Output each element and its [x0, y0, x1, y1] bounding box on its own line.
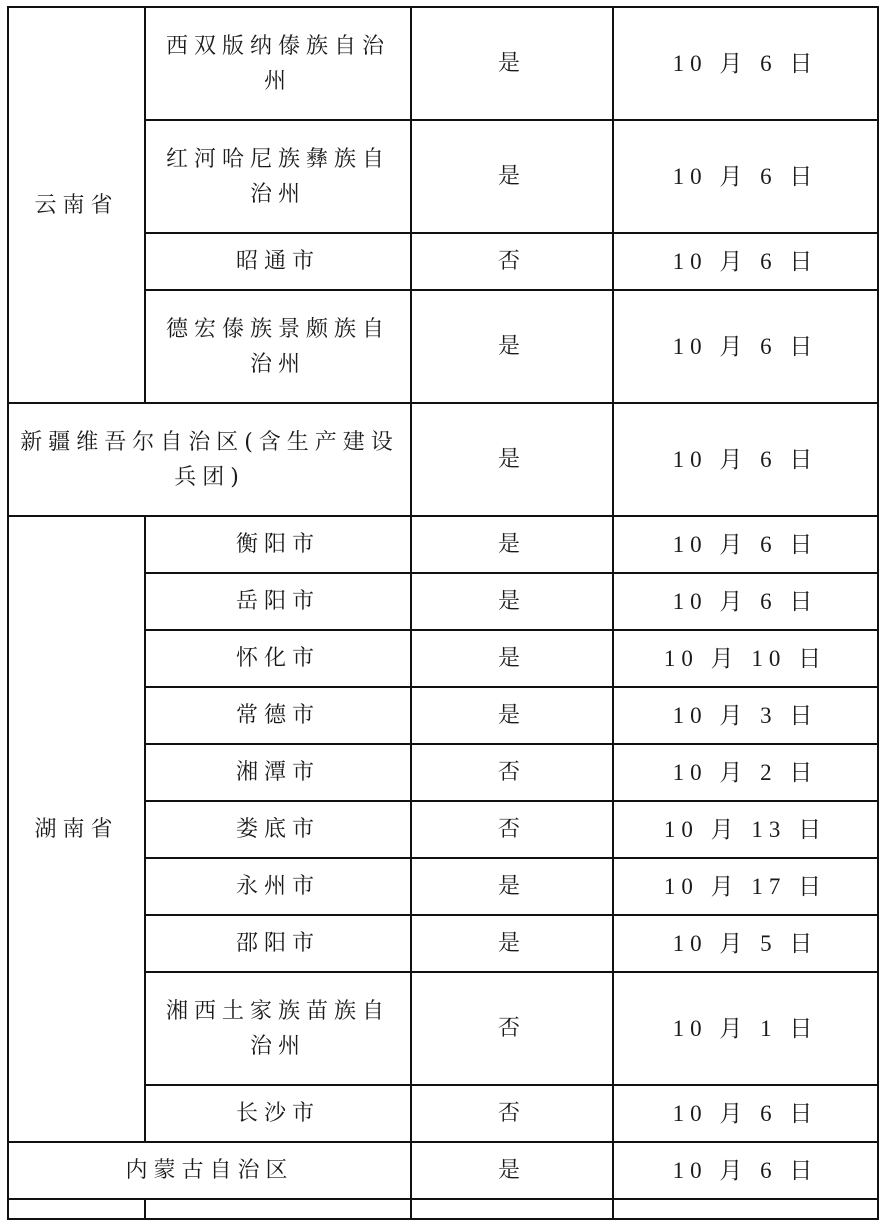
region-cell: 常德市 — [145, 687, 411, 744]
flag-cell: 是 — [411, 290, 613, 403]
flag-cell: 是 — [411, 858, 613, 915]
table-row — [8, 1199, 878, 1219]
flag-cell: 是 — [411, 403, 613, 516]
flag-cell: 否 — [411, 233, 613, 290]
flag-cell: 是 — [411, 687, 613, 744]
province-cell: 新疆维吾尔自治区(含生产建设兵团) — [8, 403, 411, 516]
table-row — [8, 403, 878, 516]
schedule-table — [7, 6, 879, 1220]
date-cell: 10 月 10 日 — [613, 630, 878, 687]
region-cell: 怀化市 — [145, 630, 411, 687]
date-cell: 10 月 6 日 — [613, 1142, 878, 1199]
region-cell: 衡阳市 — [145, 516, 411, 573]
date-cell: 10 月 3 日 — [613, 687, 878, 744]
table-row — [8, 516, 878, 573]
date-cell: 10 月 6 日 — [613, 7, 878, 120]
date-cell: 10 月 17 日 — [613, 858, 878, 915]
flag-cell: 是 — [411, 630, 613, 687]
region-cell: 昭通市 — [145, 233, 411, 290]
date-cell: 10 月 13 日 — [613, 801, 878, 858]
flag-cell: 是 — [411, 516, 613, 573]
date-cell: 10 月 6 日 — [613, 403, 878, 516]
province-cell: 湖南省 — [8, 516, 145, 1142]
flag-cell: 是 — [411, 120, 613, 233]
region-cell: 红河哈尼族彝族自治州 — [145, 120, 411, 233]
region-cell: 湘西土家族苗族自治州 — [145, 972, 411, 1085]
region-cell: 岳阳市 — [145, 573, 411, 630]
region-cell — [145, 1199, 411, 1219]
region-cell: 德宏傣族景颇族自治州 — [145, 290, 411, 403]
flag-cell: 是 — [411, 573, 613, 630]
date-cell: 10 月 6 日 — [613, 516, 878, 573]
province-cell — [8, 1199, 145, 1219]
table-row — [8, 7, 878, 120]
date-cell: 10 月 1 日 — [613, 972, 878, 1085]
date-cell: 10 月 6 日 — [613, 1085, 878, 1142]
region-cell: 长沙市 — [145, 1085, 411, 1142]
province-cell: 内蒙古自治区 — [8, 1142, 411, 1199]
region-cell: 湘潭市 — [145, 744, 411, 801]
flag-cell: 是 — [411, 7, 613, 120]
date-cell: 10 月 6 日 — [613, 233, 878, 290]
flag-cell: 否 — [411, 972, 613, 1085]
region-cell: 邵阳市 — [145, 915, 411, 972]
flag-cell: 是 — [411, 915, 613, 972]
flag-cell: 否 — [411, 744, 613, 801]
date-cell: 10 月 5 日 — [613, 915, 878, 972]
flag-cell: 否 — [411, 1085, 613, 1142]
date-cell: 10 月 2 日 — [613, 744, 878, 801]
province-cell: 云南省 — [8, 7, 145, 403]
date-cell: 10 月 6 日 — [613, 573, 878, 630]
flag-cell — [411, 1199, 613, 1219]
region-cell: 永州市 — [145, 858, 411, 915]
date-cell — [613, 1199, 878, 1219]
table-row — [8, 1142, 878, 1199]
date-cell: 10 月 6 日 — [613, 120, 878, 233]
region-cell: 娄底市 — [145, 801, 411, 858]
flag-cell: 是 — [411, 1142, 613, 1199]
region-cell: 西双版纳傣族自治州 — [145, 7, 411, 120]
flag-cell: 否 — [411, 801, 613, 858]
date-cell: 10 月 6 日 — [613, 290, 878, 403]
